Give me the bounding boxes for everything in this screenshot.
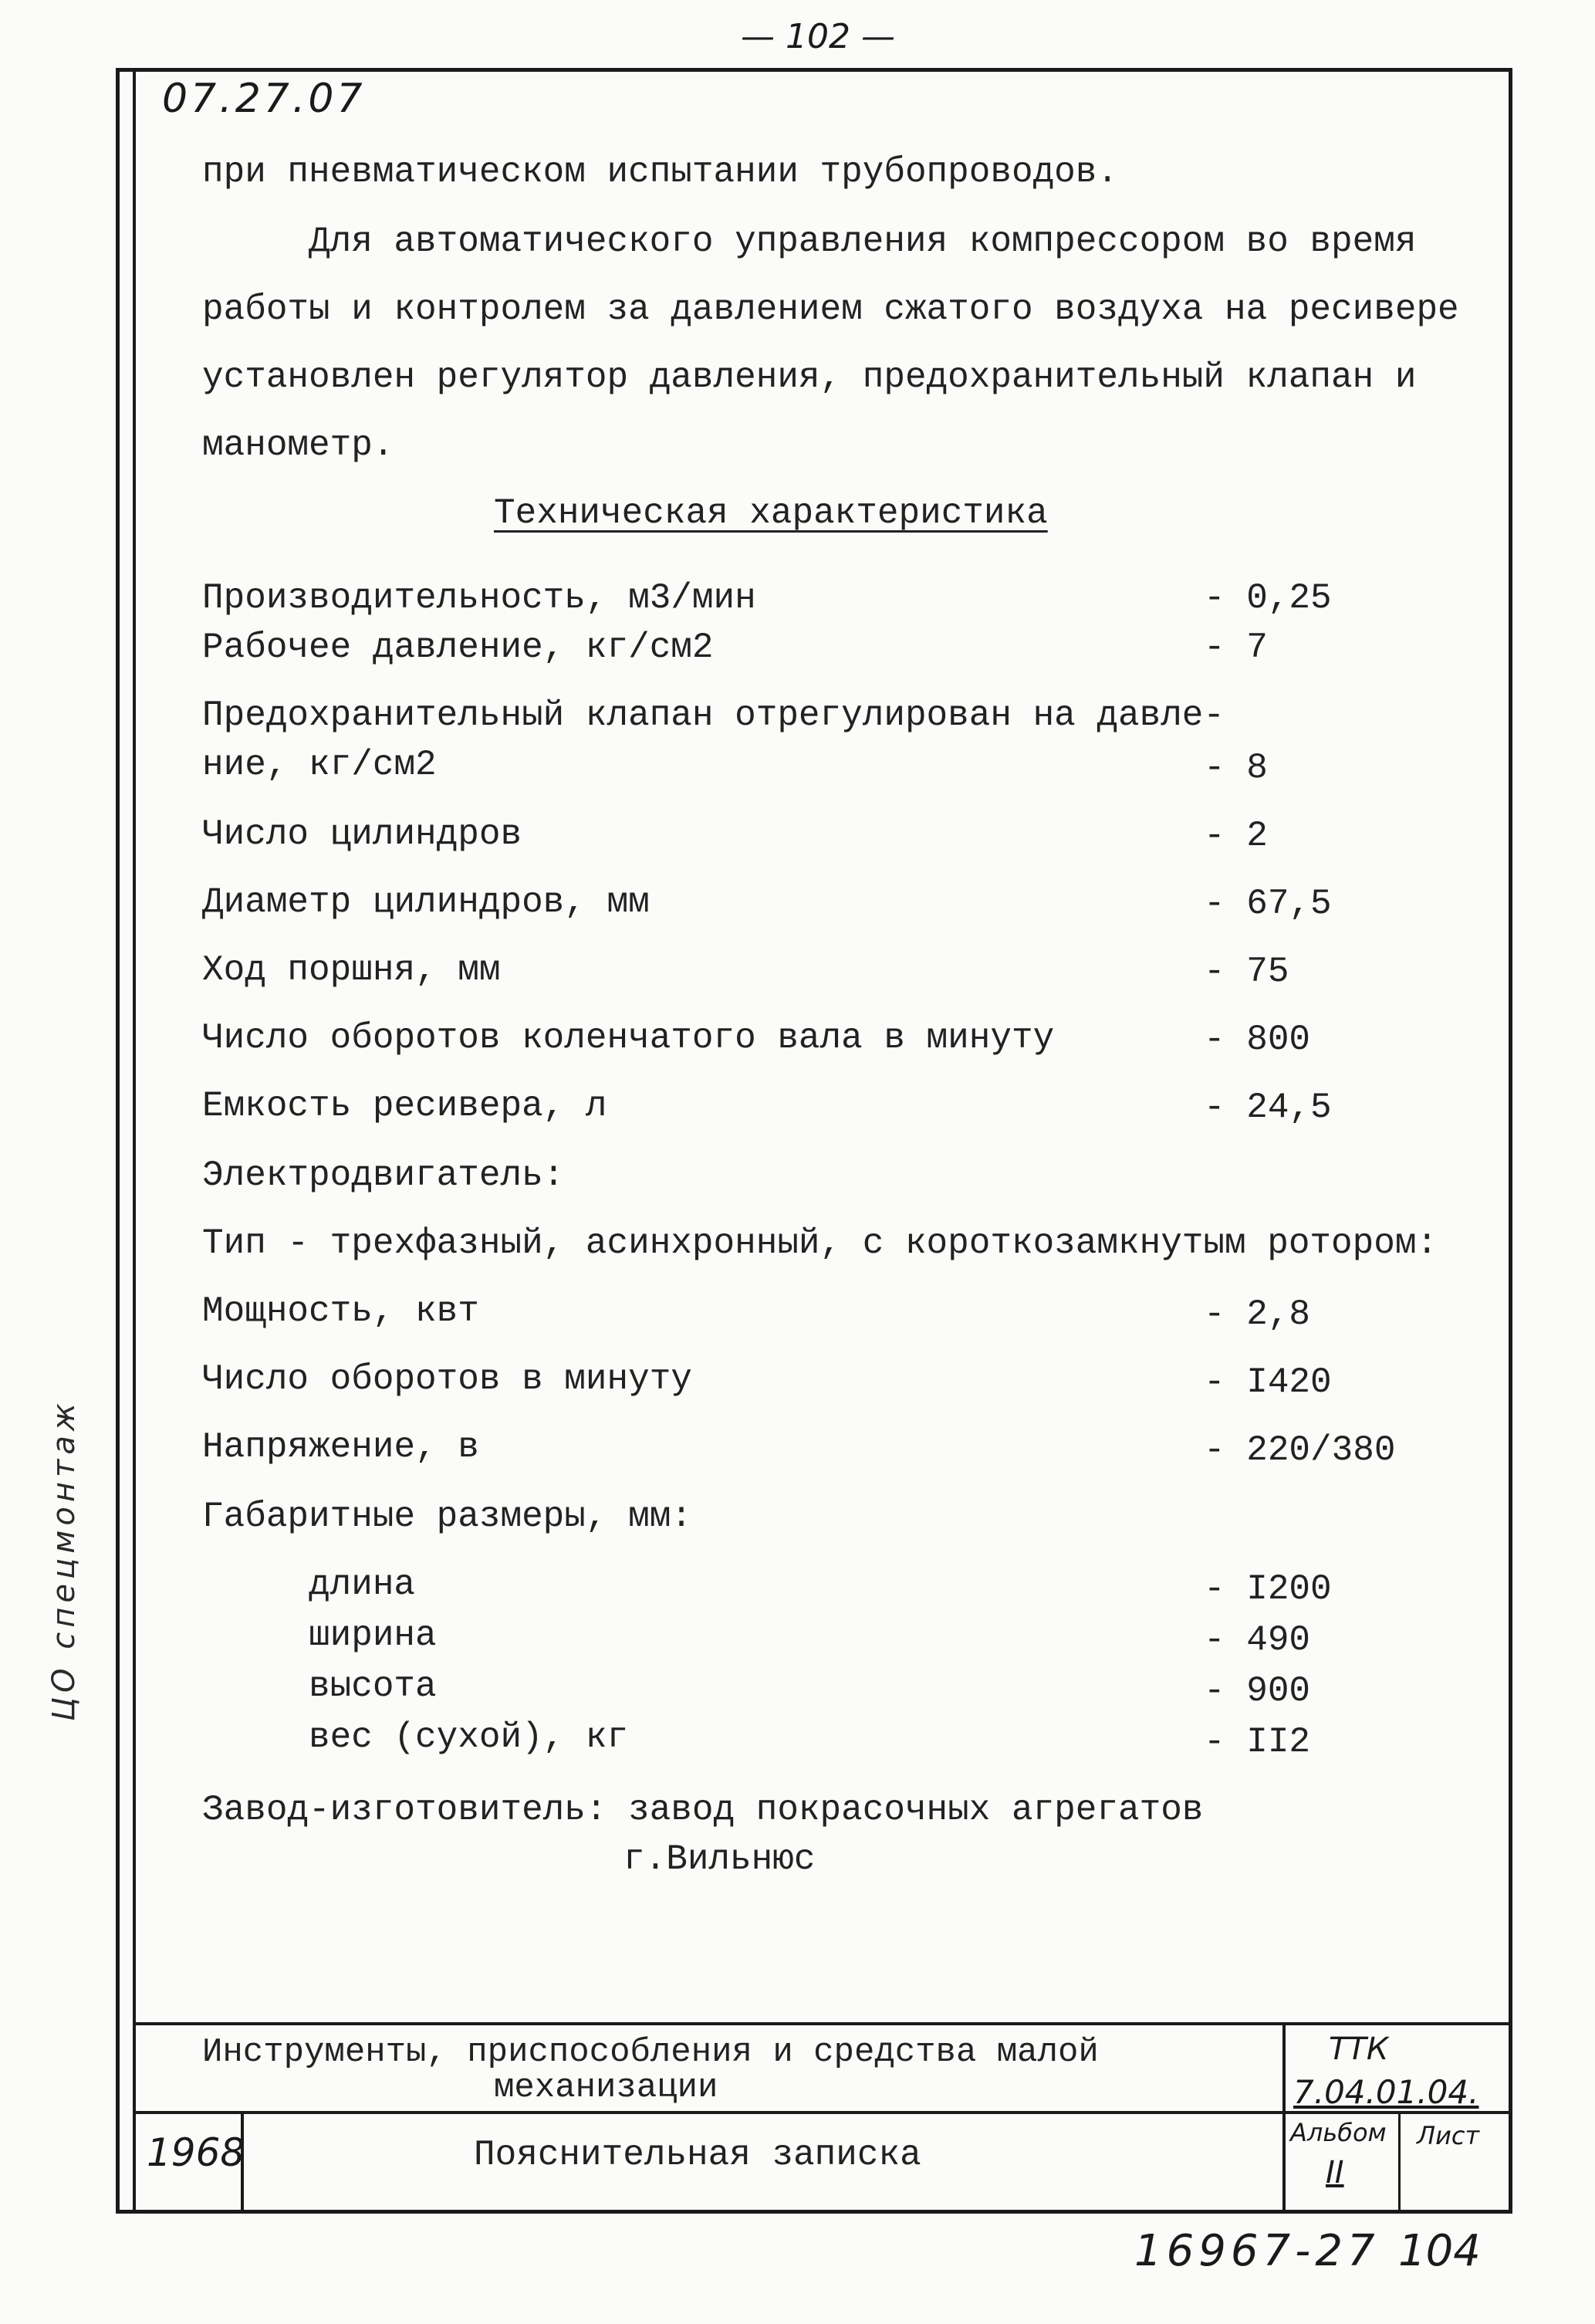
- spec-label: Тип - трехфазный, асинхронный, с короткозамкнутым ротором:: [202, 1223, 1438, 1263]
- spec-label: Напряжение, в: [202, 1427, 479, 1467]
- frame-left-inner: [133, 68, 136, 2214]
- spec-label: Габаритные размеры, мм:: [202, 1497, 692, 1537]
- spec-value: - 75: [1204, 952, 1289, 992]
- spec-label: Число цилиндров: [202, 814, 522, 854]
- spec-value: - 800: [1204, 1020, 1311, 1060]
- year: 1968: [147, 2130, 245, 2175]
- titleblock-subtitle: механизации: [494, 2069, 718, 2107]
- spec-value: - 8: [1204, 748, 1268, 788]
- manufacturer-city: г.Вильнюс: [623, 1839, 816, 1879]
- dimension-value: - I200: [1204, 1569, 1332, 1609]
- document-name: Пояснительная записка: [474, 2135, 921, 2175]
- dimension-label: вес (сухой), кг: [309, 1717, 629, 1757]
- document-code: 07.27.07: [162, 76, 366, 122]
- titleblock-title: Инструменты, приспособления и средства малой: [202, 2033, 1099, 2072]
- spec-value: - I420: [1204, 1362, 1332, 1402]
- spec-label: Рабочее давление, кг/см2: [202, 628, 714, 668]
- spec-label: ние, кг/см2: [202, 745, 437, 785]
- dimension-label: ширина: [309, 1615, 437, 1656]
- footer-stamp-number: 16967-27: [1134, 2226, 1380, 2276]
- spec-label: Число оборотов коленчатого вала в минуту: [202, 1018, 1055, 1058]
- album-label: Альбом: [1290, 2118, 1387, 2147]
- album-value: II: [1326, 2155, 1344, 2190]
- spec-value: - 220/380: [1204, 1430, 1396, 1470]
- margin-note: ЦО спецмонтаж: [46, 1399, 82, 1721]
- spec-label: Ход поршня, мм: [202, 950, 501, 990]
- dimension-label: высота: [309, 1666, 437, 1707]
- frame-right: [1509, 68, 1512, 2214]
- frame-top: [116, 68, 1511, 72]
- frame-left-outer: [116, 68, 120, 2214]
- paragraph-line: Для автоматического управления компрессором во время: [309, 222, 1417, 262]
- spec-value: - 7: [1204, 628, 1268, 668]
- spec-label: Число оборотов в минуту: [202, 1359, 692, 1399]
- spec-value: - 2,8: [1204, 1294, 1311, 1335]
- top-page-mark: — 102 —: [741, 17, 895, 56]
- spec-value: - 2: [1204, 816, 1268, 856]
- paragraph-line: при пневматическом испытании трубопроводов.: [202, 152, 1118, 192]
- spec-label: Предохранительный клапан отрегулирован на давле-: [202, 695, 1225, 736]
- paragraph-line: установлен регулятор давления, предохранительный клапан и: [202, 357, 1417, 397]
- titleblock-mid: [133, 2111, 1511, 2114]
- dimension-value: - II2: [1204, 1722, 1311, 1762]
- spec-label: Электродвигатель:: [202, 1155, 565, 1196]
- titleblock-vdiv-right: [1282, 2022, 1286, 2211]
- spec-label: Диаметр цилиндров, мм: [202, 882, 650, 922]
- frame-bottom: [116, 2210, 1511, 2214]
- sheet-label: Лист: [1417, 2121, 1480, 2150]
- paragraph-line: работы и контролем за давлением сжатого воздуха на ресивере: [202, 289, 1459, 330]
- dimension-value: - 490: [1204, 1620, 1311, 1660]
- manufacturer-line: Завод-изготовитель: завод покрасочных агрегатов: [202, 1790, 1204, 1830]
- titleblock-top: [133, 2022, 1511, 2025]
- spec-label: Производительность, м3/мин: [202, 578, 756, 618]
- spec-label: Мощность, квт: [202, 1291, 479, 1331]
- footer-page-number: 104: [1398, 2226, 1481, 2276]
- dimension-value: - 900: [1204, 1671, 1311, 1711]
- spec-label: Емкость ресивера, л: [202, 1086, 607, 1126]
- spec-value: - 67,5: [1204, 884, 1332, 924]
- dimension-label: длина: [309, 1565, 416, 1605]
- ttk-code: 7.04.01.04.: [1293, 2073, 1479, 2111]
- spec-value: - 24,5: [1204, 1088, 1332, 1128]
- ttk-label: ТТК: [1329, 2031, 1389, 2067]
- spec-value: - 0,25: [1204, 578, 1332, 618]
- section-heading: Техническая характеристика: [494, 493, 1048, 533]
- titleblock-vdiv-sheet: [1398, 2111, 1401, 2211]
- paragraph-line: манометр.: [202, 425, 394, 465]
